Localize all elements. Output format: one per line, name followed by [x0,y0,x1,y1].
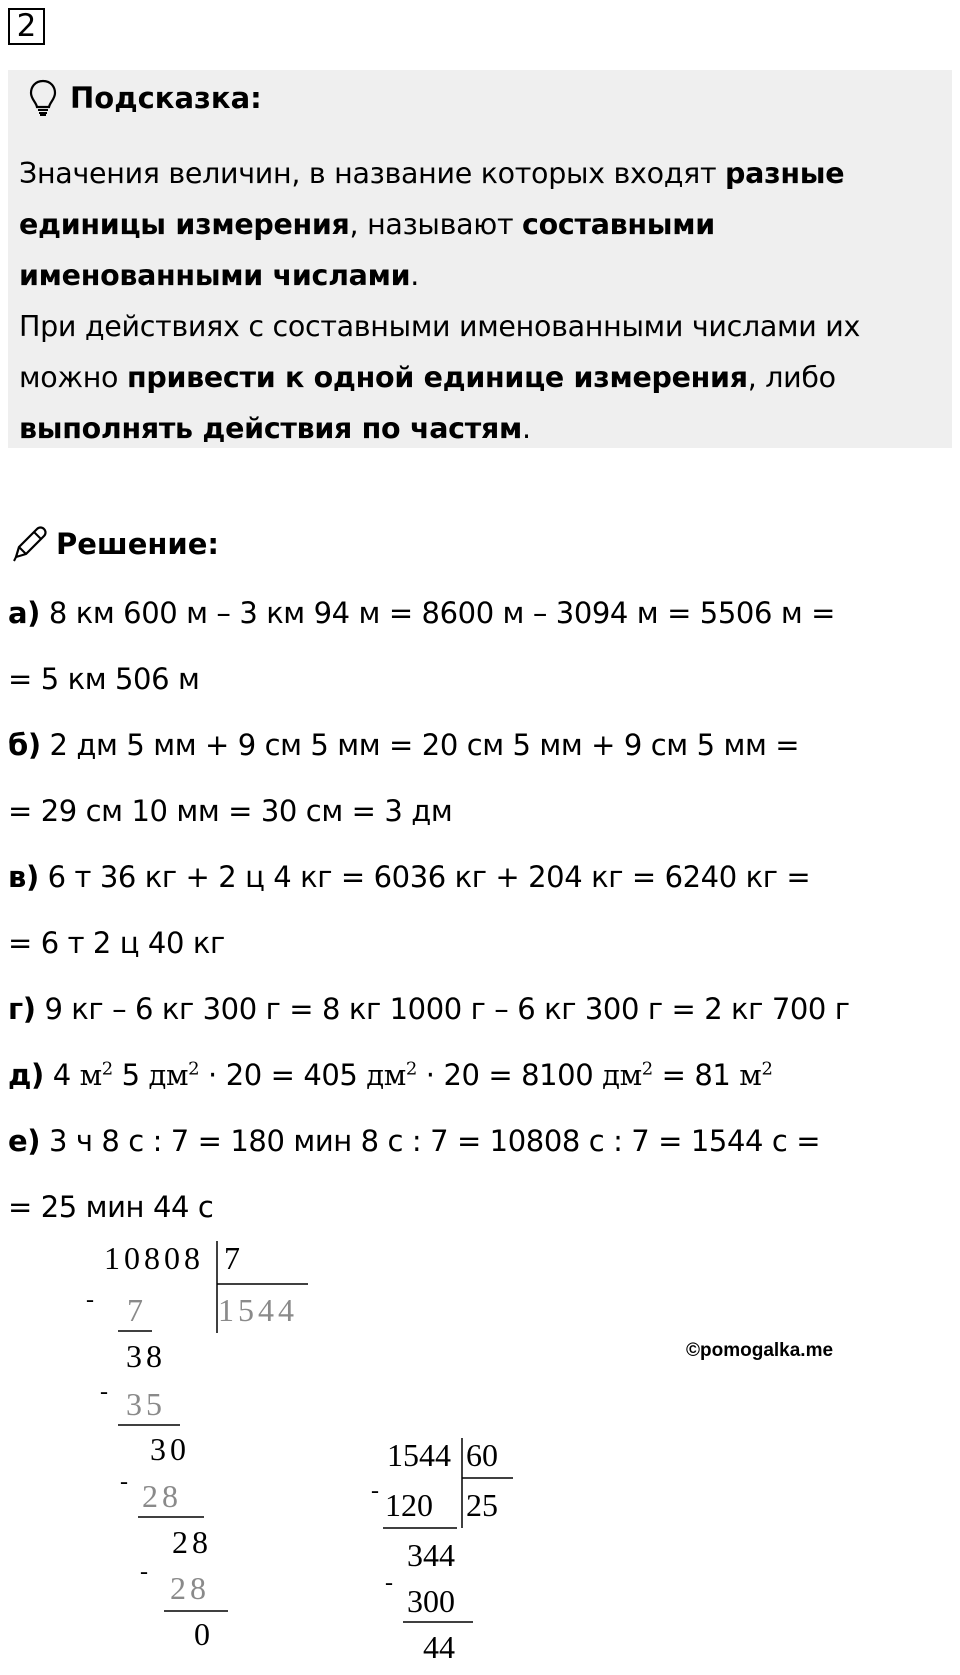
label-v: в) [8,860,39,894]
hint-title: Подсказка: [70,81,262,115]
solution-header [10,522,219,566]
expr-g-1: 9 кг – 6 кг 300 г = 8 кг 1000 г – 6 кг 300 г = 2 кг 700 г [44,992,850,1026]
div1-minus-4: - [140,1559,148,1585]
div2-quotient: 25 [466,1487,498,1523]
solution-e-line-2 [8,1190,213,1224]
div2-rem-2: 44 [423,1629,455,1665]
div1-dividend: 10808 [104,1240,204,1276]
watermark: ©pomogalka.me [686,1340,834,1361]
expr-d-1: 4 $м^2$ 5 $дм^2 \cdot 20 = 405$ $дм^2 \cdot 20 = 8100$ $дм^2 = 81$ $м^2$ [52,1058,773,1092]
long-division-1544-by-60 [365,1430,565,1670]
hint-text-segment: При действиях с составными именованными числами их [19,310,861,343]
div1-divisor: 7 [224,1240,240,1276]
solution-v-line-1 [8,860,810,894]
div1-rem-1: 38 [126,1338,166,1374]
lightbulb-icon [28,79,58,117]
hint-text-segment: Значения величин, в название которых входят [19,157,726,190]
hint-text-segment: , либо [747,361,836,394]
expr-e-1: 3 ч 8 с : 7 = 180 мин 8 с : 7 = 10808 с : 7 = 1544 с = [48,1124,821,1158]
hint-text-segment: можно [19,361,127,394]
div2-minus-2: - [385,1570,393,1596]
div2-dividend: 1544 [387,1437,451,1473]
hint-bold-text: разные [725,157,845,190]
div2-divisor: 60 [466,1437,498,1473]
div1-sub-3: 28 [142,1478,182,1514]
expr-v-2: = 6 т 2 ц 40 кг [8,926,225,960]
label-a: а) [8,596,41,630]
hint-bold-text: составными [522,208,715,241]
hint-text [19,148,944,454]
solution-v-line-2 [8,926,225,960]
solution-a-line-2 [8,662,199,696]
hint-line [19,199,944,250]
hint-box [8,70,952,448]
div2-rem-1: 344 [407,1537,455,1573]
div1-rem-2: 30 [150,1431,190,1467]
hint-line [19,403,944,454]
label-g: г) [8,992,36,1026]
pencil-icon [10,525,48,563]
div1-rem-4: 0 [194,1616,210,1652]
hint-bold-text: единицы измерения [19,208,350,241]
div1-rem-3: 28 [172,1524,212,1560]
hint-text-segment: . [521,412,531,445]
hint-line [19,301,944,352]
expr-a-2: = 5 км 506 м [8,662,200,696]
label-d: д) [8,1058,44,1092]
task-number: 2 [8,8,45,45]
solution-b-line-1 [8,728,799,762]
solution-a-line-1 [8,596,835,630]
expr-b-2: = 29 см 10 мм = 30 см = 3 дм [8,794,453,828]
div2-minus-1: - [371,1478,379,1504]
hint-bold-text: выполнять действия по частям [19,412,522,445]
hint-bold-text: именованными числами [19,259,411,292]
div2-sub-2: 300 [407,1583,455,1619]
label-b: б) [8,728,41,762]
solution-title: Решение: [56,527,220,561]
hint-line [19,250,944,301]
solution-d-line-1 [8,1058,773,1092]
hint-header [28,78,262,118]
label-e: е) [8,1124,41,1158]
div1-minus-3: - [120,1469,128,1495]
expr-v-1: 6 т 36 кг + 2 ц 4 кг = 6036 кг + 204 кг = 6240 кг = [47,860,811,894]
div1-minus-1: - [86,1287,94,1313]
div1-sub-1: 7 [127,1292,143,1328]
hint-line [19,148,944,199]
div2-sub-1: 120 [385,1487,433,1523]
hint-text-segment: , называют [349,208,523,241]
hint-bold-text: привести к одной единице измерения [126,361,748,394]
div1-quotient: 1544 [218,1292,298,1328]
expr-a-1: 8 км 600 м – 3 км 94 м = 8600 м – 3094 м = 5506 м = [48,596,836,630]
expr-e-2: = 25 мин 44 с [8,1190,214,1224]
hint-text-segment: . [410,259,420,292]
hint-line [19,352,944,403]
solution-g-line-1 [8,992,850,1026]
expr-b-1: 2 дм 5 мм + 9 см 5 мм = 20 см 5 мм + 9 см 5 мм = [49,728,800,762]
solution-e-line-1 [8,1124,820,1158]
solution-b-line-2 [8,794,452,828]
div1-minus-2: - [100,1379,108,1405]
long-division-10808-by-7 [80,1235,410,1675]
div1-sub-2: 35 [126,1386,166,1422]
div1-sub-4: 28 [170,1570,210,1606]
